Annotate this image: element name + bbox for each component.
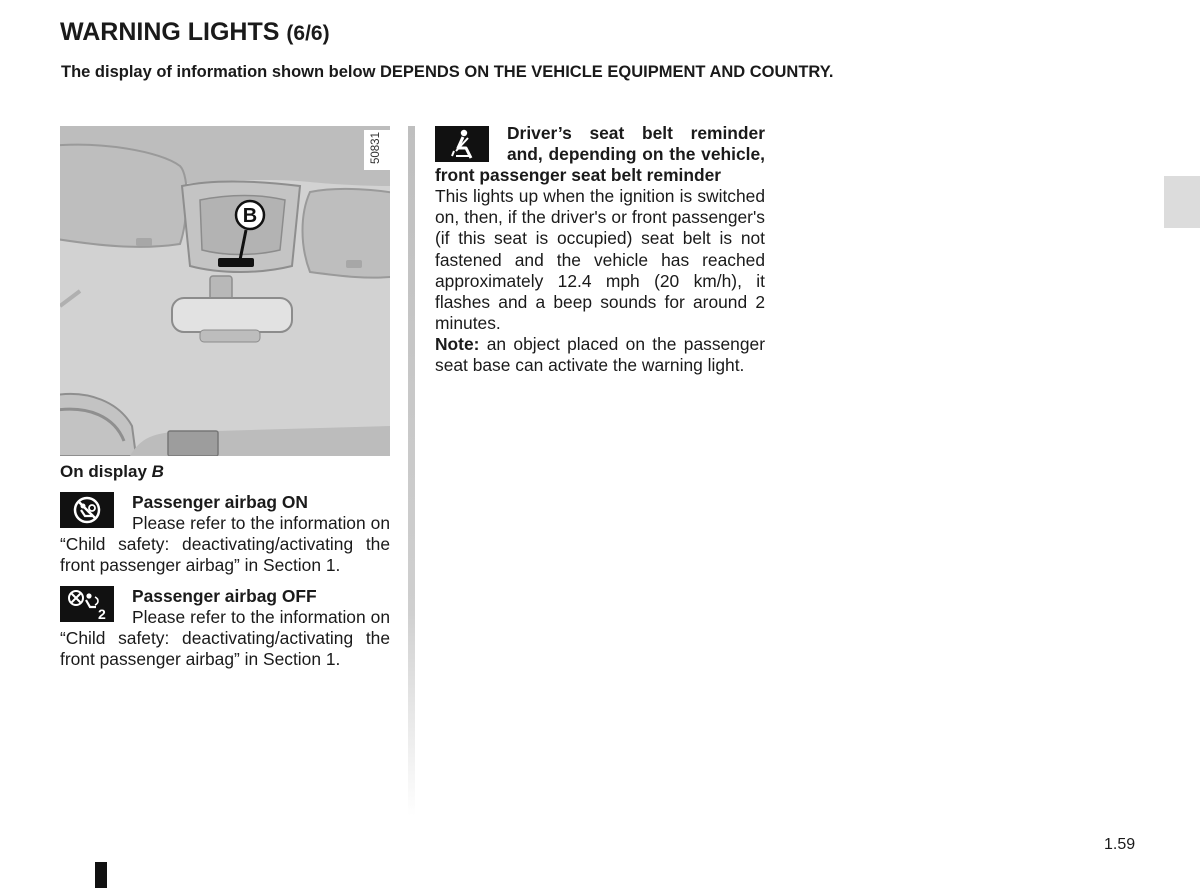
passenger-airbag-on-description: Please refer to the information on “Child safety: deactivating/activating the front passenger airbag” in Section 1. bbox=[60, 513, 390, 576]
passenger-airbag-off-item bbox=[60, 586, 390, 670]
page-title-suffix: (6/6) bbox=[286, 22, 330, 45]
page-title bbox=[60, 18, 330, 47]
figure-reference-box bbox=[364, 130, 390, 170]
seat-belt-note-text: an object placed on the passenger seat base can activate the warning light. bbox=[435, 333, 765, 376]
seat-belt-note-label: Note: bbox=[435, 333, 480, 354]
page-title-text: WARNING LIGHTS bbox=[60, 18, 280, 46]
seat-belt-reminder-description: This lights up when the ignition is switched on, then, if the driver's or front passenger's (if this seat is occupied) seat belt is not fastened and the vehicle has reached approximately 12.4 mph (20 km/h), it flashes and a beep sounds for around 2 minutes. bbox=[435, 186, 765, 333]
svg-text:2: 2 bbox=[98, 606, 106, 620]
passenger-airbag-off-description: Please refer to the information on “Child safety: deactivating/activating the front passenger airbag” in Section 1. bbox=[60, 607, 390, 670]
seat-belt-reminder-heading: Driver’s seat belt reminder and, depending on the vehicle, front passenger seat belt reminder bbox=[435, 123, 765, 186]
passenger-airbag-on-heading: Passenger airbag ON bbox=[132, 492, 308, 512]
figure-reference-number: 50831 bbox=[370, 132, 382, 164]
corner-crop-mark bbox=[95, 862, 107, 888]
caption-prefix: On display bbox=[60, 462, 147, 481]
seat-belt-reminder-item bbox=[435, 123, 765, 376]
figure-callout-label: B bbox=[242, 205, 258, 227]
passenger-airbag-on-item bbox=[60, 492, 390, 576]
page-number: 1.59 bbox=[1104, 836, 1136, 853]
page-subtitle: The display of information shown below DEPENDS ON THE VEHICLE EQUIPMENT AND COUNTRY. bbox=[61, 63, 834, 81]
passenger-airbag-off-heading: Passenger airbag OFF bbox=[132, 586, 317, 606]
seat-belt-reminder-icon bbox=[435, 126, 489, 162]
caption-display-letter: B bbox=[151, 462, 164, 481]
section-tab-marker bbox=[1164, 176, 1200, 228]
passenger-airbag-on-icon bbox=[60, 492, 114, 528]
illustration-drawing bbox=[60, 126, 390, 456]
overhead-console-illustration bbox=[60, 126, 390, 456]
column-divider bbox=[408, 126, 415, 816]
display-caption bbox=[60, 462, 164, 482]
passenger-airbag-off-icon bbox=[60, 586, 114, 622]
